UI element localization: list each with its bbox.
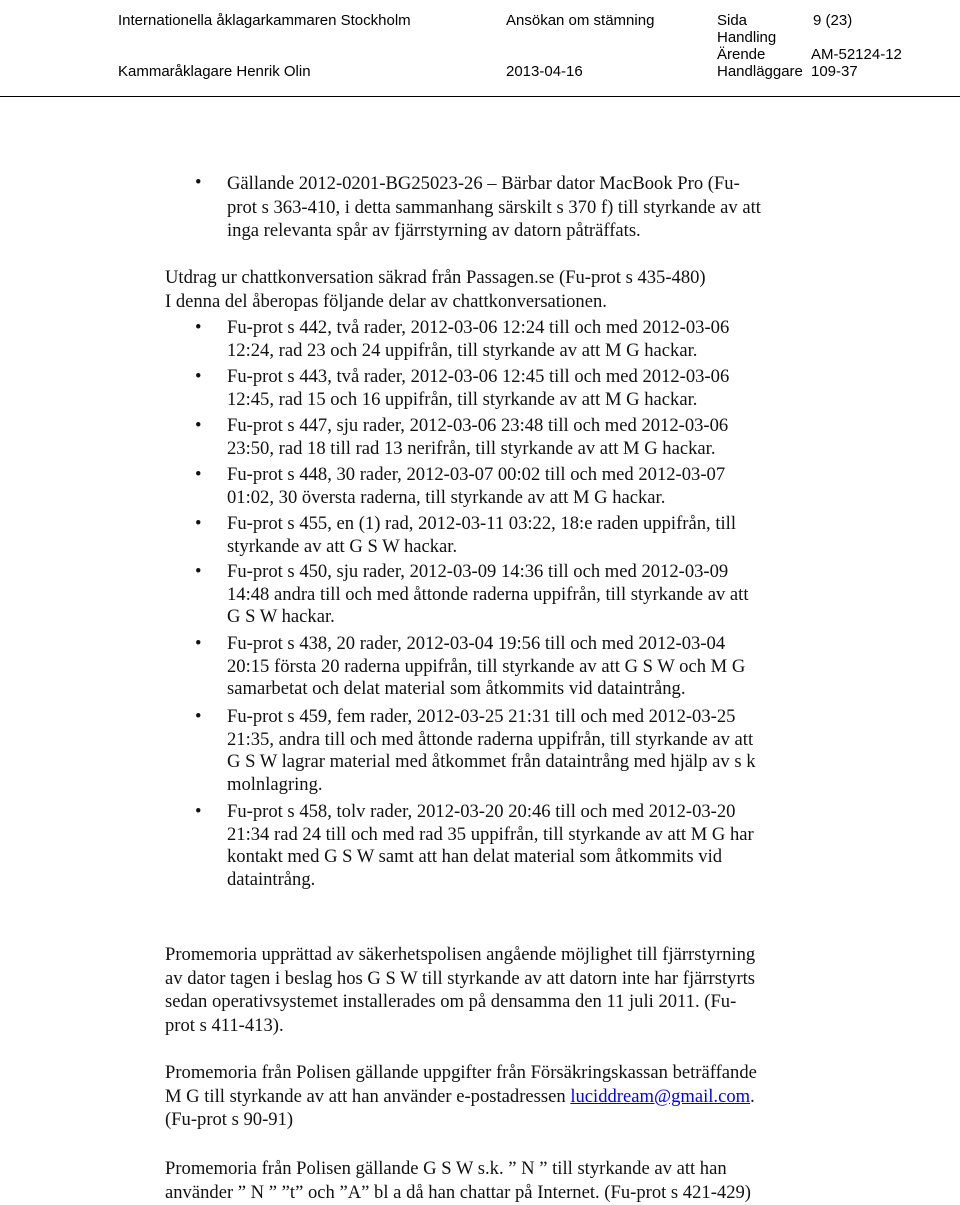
header-sida-value: 9 (23) bbox=[813, 12, 853, 29]
header-org: Internationella åklagarkammaren Stockholm bbox=[118, 12, 411, 29]
bullet-marker: • bbox=[195, 706, 202, 727]
bullet-marker: • bbox=[195, 415, 202, 436]
text-line: 23:50, rad 18 till rad 13 nerifrån, till styrkande av att M G hackar. bbox=[227, 437, 716, 459]
text-line: molnlagring. bbox=[227, 773, 323, 795]
text-line: Fu-prot s 450, sju rader, 2012-03-09 14:36 till och med 2012-03-09 bbox=[227, 561, 729, 582]
text-segment: . bbox=[750, 1085, 755, 1107]
text-line: 21:34 rad 24 till och med rad 35 uppifrån, till styrkande av att M G har bbox=[227, 823, 754, 845]
text-line: av dator tagen i beslag hos G S W till styrkande av att datorn inte har fjärrstyrts bbox=[165, 967, 756, 989]
text-line: 21:35, andra till och med åttonde raderna uppifrån, till styrkande av att bbox=[227, 728, 754, 750]
text-line: Fu-prot s 458, tolv rader, 2012-03-20 20:46 till och med 2012-03-20 bbox=[227, 801, 736, 822]
text-line: Fu-prot s 447, sju rader, 2012-03-06 23:48 till och med 2012-03-06 bbox=[227, 415, 729, 436]
email-link[interactable]: luciddream@gmail.com bbox=[570, 1085, 751, 1107]
text-line: 14:48 andra till och med åttonde raderna uppifrån, till styrkande av att bbox=[227, 583, 749, 605]
list-item-text bbox=[227, 317, 729, 362]
text-line: G S W hackar. bbox=[227, 606, 335, 627]
text-line: Promemoria från Polisen gällande G S W s.k. ” N ” till styrkande av att han bbox=[165, 1158, 727, 1179]
promemoria-paragraph-2 bbox=[165, 1061, 757, 1132]
text-line: 12:24, rad 23 och 24 uppifrån, till styrkande av att M G hackar. bbox=[227, 339, 698, 361]
text-line: Fu-prot s 459, fem rader, 2012-03-25 21:31 till och med 2012-03-25 bbox=[227, 706, 736, 727]
list-item-text bbox=[227, 561, 749, 629]
text-line: dataintrång. bbox=[227, 868, 316, 890]
bullet-marker: • bbox=[195, 317, 202, 338]
list-item-text bbox=[227, 366, 729, 411]
header-divider bbox=[0, 96, 960, 97]
bullet-marker: • bbox=[195, 561, 202, 582]
top-bullet-text bbox=[227, 172, 761, 243]
text-line: prot s 363-410, i detta sammanhang särskilt s 370 f) till styrkande av att bbox=[227, 196, 761, 218]
text-line: (Fu-prot s 90-91) bbox=[165, 1109, 294, 1130]
text-line: Utdrag ur chattkonversation säkrad från Passagen.se (Fu-prot s 435-480) bbox=[165, 267, 706, 288]
list-item-text bbox=[227, 415, 728, 460]
bullet-marker: • bbox=[195, 172, 202, 193]
text-line: Promemoria från Polisen gällande uppgifter från Försäkringskassan beträffande bbox=[165, 1062, 757, 1083]
text-line: 01:02, 30 översta raderna, till styrkande av att M G hackar. bbox=[227, 486, 666, 508]
bullet-marker: • bbox=[195, 801, 202, 822]
bullet-marker: • bbox=[195, 464, 202, 485]
promemoria-paragraph-3 bbox=[165, 1157, 751, 1205]
bullet-marker: • bbox=[195, 513, 202, 534]
list-item-text bbox=[227, 513, 736, 558]
text-line: inga relevanta spår av fjärrstyrning av datorn påträffats. bbox=[227, 220, 641, 241]
list-item-text bbox=[227, 706, 756, 796]
text-line: samarbetat och delat material som åtkommits vid dataintrång. bbox=[227, 678, 686, 699]
text-segment: M G till styrkande av att han använder e-postadressen bbox=[165, 1085, 571, 1107]
list-item-text bbox=[227, 801, 754, 891]
text-line: I denna del åberopas följande delar av chattkonversationen. bbox=[165, 291, 607, 312]
text-line: 12:45, rad 15 och 16 uppifrån, till styrkande av att M G hackar. bbox=[227, 388, 698, 410]
header-sida-label: Sida bbox=[717, 12, 748, 29]
text-line: Gällande 2012-0201-BG25023-26 – Bärbar dator MacBook Pro (Fu- bbox=[227, 173, 740, 194]
text-line: kontakt med G S W samt att han delat material som åtkommits vid bbox=[227, 846, 723, 867]
text-line: G S W lagrar material med åtkommet från dataintrång med hjälp av s k bbox=[227, 751, 756, 772]
text-line: Fu-prot s 442, två rader, 2012-03-06 12:24 till och med 2012-03-06 bbox=[227, 317, 730, 338]
text-line: använder ” N ” ”t” och ”A” bl a då han chattar på Internet. (Fu-prot s 421-429) bbox=[165, 1182, 751, 1203]
header-handlaggare-label: Handläggare bbox=[717, 63, 803, 80]
promemoria-paragraph-1 bbox=[165, 943, 755, 1037]
header-arende-value: AM-52124-12 bbox=[811, 46, 902, 63]
text-line: 20:15 första 20 raderna uppifrån, till styrkande av att G S W och M G bbox=[227, 655, 746, 677]
text-line: styrkande av att G S W hackar. bbox=[227, 535, 458, 557]
bullet-marker: • bbox=[195, 633, 202, 654]
header-author: Kammaråklagare Henrik Olin bbox=[118, 63, 311, 80]
text-line bbox=[165, 1085, 757, 1109]
header-doc-type: Ansökan om stämning bbox=[506, 12, 655, 29]
text-line: sedan operativsystemet installerades om på densamma den 11 juli 2011. (Fu- bbox=[165, 991, 737, 1012]
text-line: Fu-prot s 438, 20 rader, 2012-03-04 19:56 till och med 2012-03-04 bbox=[227, 633, 726, 654]
bullet-marker: • bbox=[195, 366, 202, 387]
list-item-text bbox=[227, 633, 745, 701]
text-line: Fu-prot s 448, 30 rader, 2012-03-07 00:02 till och med 2012-03-07 bbox=[227, 464, 726, 485]
text-line: Fu-prot s 443, två rader, 2012-03-06 12:45 till och med 2012-03-06 bbox=[227, 366, 730, 387]
header-handling-label: Handling bbox=[717, 29, 777, 46]
list-item-text bbox=[227, 464, 725, 509]
header-arende-label: Ärende bbox=[717, 46, 766, 63]
text-line: Promemoria upprättad av säkerhetspolisen angående möjlighet till fjärrstyrning bbox=[165, 944, 756, 965]
text-line: Fu-prot s 455, en (1) rad, 2012-03-11 03:22, 18:e raden uppifrån, till bbox=[227, 513, 736, 534]
header-handlaggare-value: 109-37 bbox=[811, 63, 858, 80]
header-date: 2013-04-16 bbox=[506, 63, 583, 80]
text-line: prot s 411-413). bbox=[165, 1014, 284, 1036]
chat-intro bbox=[165, 266, 706, 314]
